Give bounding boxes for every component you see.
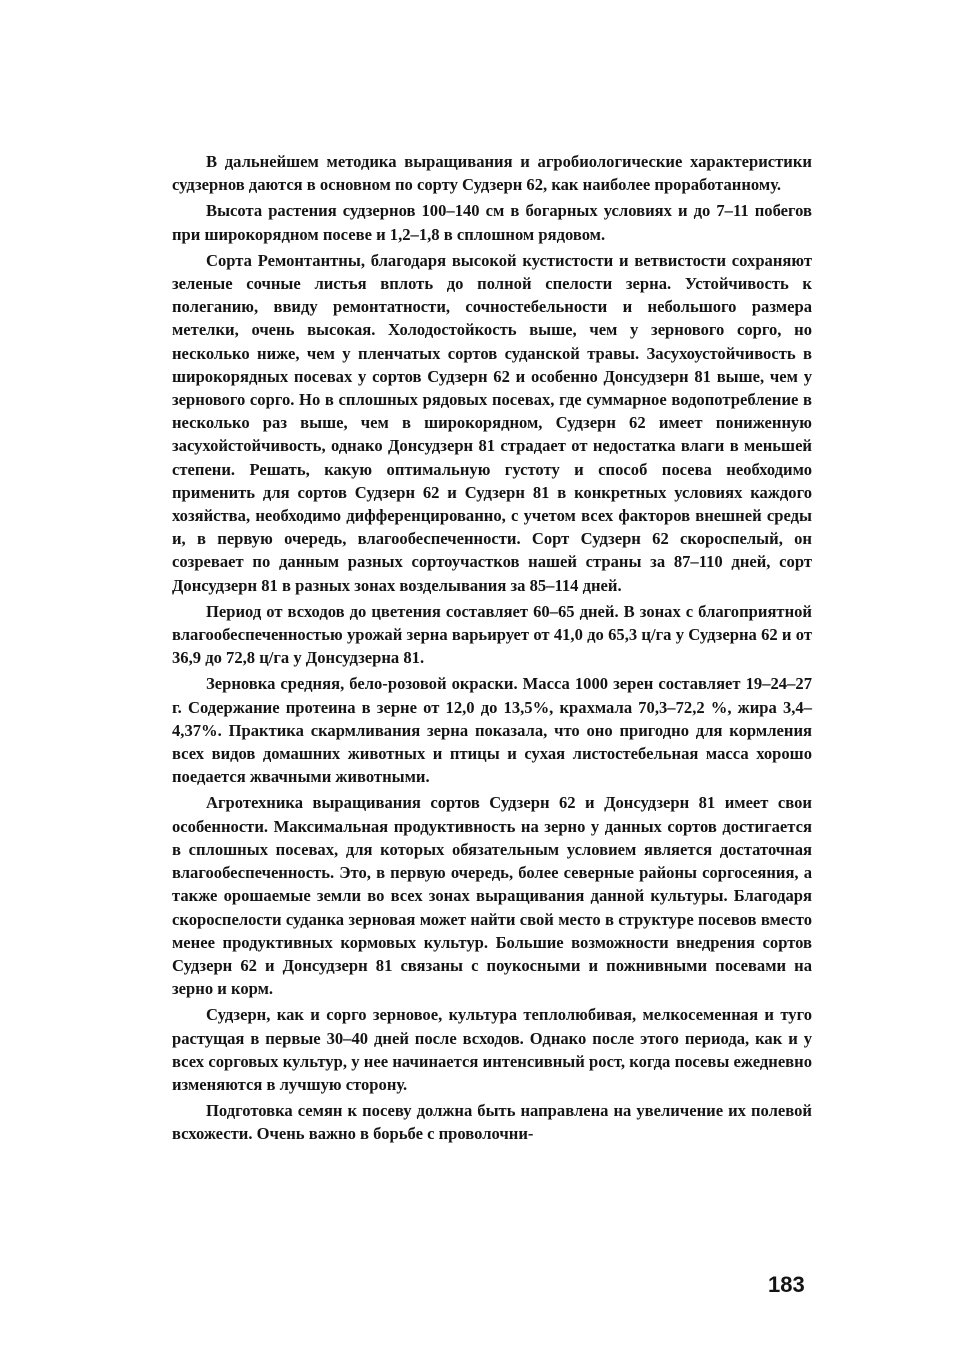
paragraph-2: Высота растения судзернов 100–140 см в богарных условиях и до 7–11 побегов при широкорядном посеве и 1,2–1,8 в сплошном рядовом.	[172, 201, 812, 244]
paragraph-8: Подготовка семян к посеву должна быть направлена на увеличение их полевой всхожести. Очень важно в борьбе с проволочни-	[172, 1101, 812, 1144]
body-text	[172, 150, 812, 1149]
paragraph-1: В дальнейшем методика выращивания и агробиологические характеристики судзернов даются в основном по сорту Судзерн 62, как наиболее проработанному.	[172, 152, 812, 195]
paragraph-6: Агротехника выращивания сортов Судзерн 62 и Донсудзерн 81 имеет свои особенности. Максимальная продуктивность на зерно у данных сортов достигается в сплошных посевах, для которых обязательным условием является достаточная влагообеспеченность. Это, в первую очередь, более северные районы соргосеяния, а также орошаемые земли во всех зонах выращивания данной культуры. Благодаря скороспелости суданка зерновая может найти свой место в структуре посевов вместо менее продуктивных кормовых культур. Большие возможности внедрения сортов Судзерн 62 и Донсудзерн 81 связаны с поукосными и пожнивными посевами на зерно и корм.	[172, 793, 812, 999]
page-number: 183	[768, 1272, 805, 1297]
paragraph-4: Период от всходов до цветения составляет 60–65 дней. В зонах с благоприятной влагообеспеченностью урожай зерна варьирует от 41,0 до 65,3 ц/га у Судзерна 62 и от 36,9 до 72,8 ц/га у Донсудзерна 81.	[172, 601, 812, 668]
paragraph-5: Зерновка средняя, бело-розовой окраски. Масса 1000 зерен составляет 19–24–27 г. Содержание протеина в зерне от 12,0 до 13,5%, крахмала 70,3–72,2 %, жира 3,4–4,37%. Практика скармливания зерна показала, что оно пригодно для кормления всех видов домашних животных и птицы и сухая листостебельная масса хорошо поедается жвачными животными.	[172, 674, 812, 787]
paragraph-7: Судзерн, как и сорго зерновое, культура теплолюбивая, мелкосеменная и туго растущая в первые 30–40 дней после всходов. Однако после этого периода, как и у всех сорговых культур, у нее начинается интенсивный рост, когда посевы ежедневно изменяются в лучшую сторону.	[172, 1005, 812, 1094]
paragraph-3: Сорта Ремонтантны, благодаря высокой кустистости и ветвистости сохраняют зеленые сочные листья вплоть до полной спелости зерна. Устойчивость к полеганию, ввиду ремонтатности, сочностебельности и небольшого размера метелки, очень высокая. Холодостойкость выше, чем у зернового сорго, но несколько ниже, чем у пленчатых сортов суданской травы. Засухоустойчивость в широкорядных посевах у сортов Судзерн 62 и особенно Донсудзерн 81 выше, чем у зернового сорго. Но в сплошных рядовых посевах, где суммарное водопотребление в несколько раз выше, чем в широкорядном, Судзерн 62 имеет пониженную засухойстойчивость, однако Донсудзерн 81 страдает от недостатка влаги в меньшей степени. Решать, какую оптимальную густоту и способ посева необходимо применить для сортов Судзерн 62 и Судзерн 81 в конкретных условиях каждого хозяйства, необходимо дифференцированно, с учетом всех факторов внешней среды и, в первую очередь, влагообеспеченности. Сорт Судзерн 62 скороспелый, он созревает по данным разных сортоучастков нашей страны за 87–110 дней, сорт Донсудзерн 81 в разных зонах возделывания за 85–114 дней.	[172, 250, 812, 595]
